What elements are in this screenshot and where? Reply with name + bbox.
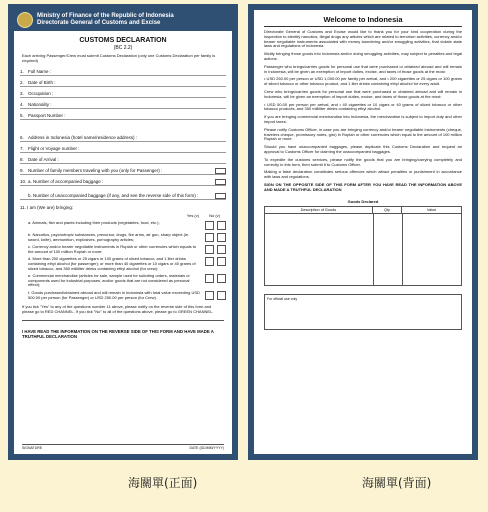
signature-row: [22, 444, 224, 450]
back-paragraph: Illicitly bringing those goods into Indonesia and/or doing smuggling activities, may subject to penalties and legal actions.: [264, 51, 462, 61]
caption-front: 海關單(正面): [128, 476, 198, 490]
item-f-yes-checkbox[interactable]: [205, 291, 214, 300]
declaration-front-sheet: [14, 10, 232, 454]
official-use-box: [264, 294, 462, 330]
form-code: (BC 2.2): [113, 45, 133, 51]
column-divider: [402, 214, 403, 285]
goods-declared-table[interactable]: [264, 206, 462, 286]
back-paragraph: Passenger who brings/carries goods for personal use that were purchased or obtained abroad and will remain in Indonesia, will be given an exemption of import duties, excise, and taxes of those goods at the most:: [264, 63, 462, 74]
goods-table-header: [265, 207, 461, 214]
accompanied-count-box[interactable]: [215, 179, 226, 185]
item-a-yes-checkbox[interactable]: [205, 221, 214, 230]
declaration-items: [14, 221, 232, 300]
back-paragraph: Should you have unaccompanied baggages, please duplicate this Customs Declaration and request an approval to Customs Officer for claiming the unaccompanied baggages.: [264, 144, 462, 154]
item-f-no-checkbox[interactable]: [217, 291, 226, 300]
field-list: [14, 63, 232, 200]
back-paragraph: Please notify Customs Officer, in case you are bringing currency and/or bearer negotiable instruments (cheque, travelers cheque, promissory notes, giro) in Rupiah or other currencies which equal to the amount of 100 million Rupiah or more.: [264, 126, 462, 142]
col-qty: Qty: [373, 207, 402, 213]
field-unaccompanied-baggage[interactable]: b. Number of unaccompanied baggage (if any, and see the reverse side of this form) :: [20, 188, 226, 200]
welcome-title: Welcome to Indonesia: [264, 15, 462, 27]
front-header: [14, 10, 232, 31]
item-b-yes-checkbox[interactable]: [205, 233, 214, 242]
yes-no-header: [14, 213, 232, 218]
back-paragraph: To expedite the customs services, please notify the goods that you are bringing/carrying completely and correctly in this form, then submit it to Customs Officer.: [264, 156, 462, 167]
field-flight-number[interactable]: 7. Flight or Voyage number :: [20, 144, 226, 153]
unaccompanied-count-box[interactable]: [215, 193, 226, 199]
item-f: f. Goods purchased/obtained abroad and will remain in Indonesia with total value exceeding USD 500.00 per person (for Passenger) or USD 250.00 per person (for Crew).: [28, 291, 226, 300]
date-label: DATE (DD/MM/YYYY): [189, 446, 224, 450]
item-d-yes-checkbox[interactable]: [205, 257, 214, 266]
back-paragraph: Directorate General of Customs and Excise would like to thank you for your kind cooperation during the inspection to identify narcotics, illegal drugs any articles which are related to terrorism activities, currency and/or bearer negotiable instruments associated with money laundering and/or smuggling activities, that violate state laws and regulations of Indonesia.: [264, 29, 462, 49]
declaration-back-card: [248, 4, 478, 460]
field-address[interactable]: 6. Address in Indonesia (hotel name/residence address) :: [20, 122, 226, 142]
field-date-of-arrival[interactable]: 8. Date of Arrival :: [20, 155, 226, 164]
header-directorate: Directorate General of Customs and Excise: [37, 20, 161, 26]
signature-label: SIGNATURE: [22, 446, 43, 450]
field-full-name[interactable]: 1. Full Name :: [20, 67, 226, 76]
item-b: b. Narcotics, psychotropic substances, precursor, drugs, fire arms, air gun, sharp object (ie. sword, knife), ammunition, explosives, pornography articles;: [28, 233, 226, 242]
col-description: Description of Goods: [265, 207, 373, 213]
item-d: d. More than 200 cigarettes or 25 cigars or 100 grams of sliced tobacco, and 1 liter drinks containing ethyl alcohol (for passenger); or more than 40 cigarettes or 10 cigars or 40 grams of sliced tobacco, and 350 milliliter drinks containing ethyl alcohol (for crew);: [28, 257, 226, 271]
channel-note: If you tick "Yes" to any of the questions number 11 above, please notify on the reverse side of this form and please go to RED CHANNEL. If you tick "No" to all of the questions above, please go to GREEN CHANNEL.: [22, 304, 214, 315]
caption-back: 海關單(背面): [362, 476, 432, 490]
item-e-yes-checkbox[interactable]: [205, 274, 214, 283]
field-family-members[interactable]: 9. Number of family members traveling with you (only for Passenger) :: [20, 166, 226, 175]
question-11: 11. I am (We are) bringing:: [20, 205, 74, 210]
back-paragraph: • USD 250.00 per person or USD 1,000.00 per family per arrival, and • 200 cigarettes or 25 cigars or 100 grams of sliced tobacco or other tobacco product, and 1 liter drinks containing ethyl alcohol for every adult.: [264, 76, 462, 87]
front-declaration: I HAVE READ THE INFORMATION ON THE REVERSE SIDE OF THIS FORM AND HAVE MADE A TRUTHFUL DECLARATION: [22, 320, 224, 339]
family-count-box[interactable]: [215, 168, 226, 174]
item-c-yes-checkbox[interactable]: [205, 245, 214, 254]
field-passport-number[interactable]: 5. Passport Number :: [20, 111, 226, 120]
field-accompanied-baggage[interactable]: 10. a. Number of accompanied baggage :: [20, 177, 226, 186]
field-date-of-birth[interactable]: 2. Date of Birth :: [20, 78, 226, 87]
sign-notice: SIGN ON THE OPPOSITE SIDE OF THIS FORM AFTER YOU HAVE READ THE INFORMATION ABOVE AND MADE A TRUTHFUL DECLARATION: [264, 181, 462, 192]
item-e: e. Commercial merchandise (articles for sale, sample used for soliciting orders, materials or components used for industrial purposes, and/or goods that are not considered as personal effect);: [28, 274, 226, 288]
back-paragraph: Making a false declaration constitutes serious offences which attract penalties or punishment in accordance with laws and regulations.: [264, 169, 462, 180]
declaration-front-card: [8, 4, 238, 460]
field-occupation[interactable]: 3. Occupation :: [20, 89, 226, 98]
form-title: CUSTOMS DECLARATION: [79, 37, 167, 44]
form-intro: Each arriving Passenger/Crew must submit Customs Declaration (only one Customs Declaration per family is required): [22, 53, 216, 63]
official-use-label: For official use only: [267, 296, 298, 301]
field-nationality[interactable]: 4. Nationality :: [20, 100, 226, 109]
garuda-emblem-icon: [17, 12, 33, 28]
header-text: [37, 13, 174, 27]
header-ministry: Ministry of Finance of the Republic of Indonesia: [37, 13, 174, 19]
yes-label: Yes (v): [186, 213, 200, 218]
item-d-no-checkbox[interactable]: [217, 257, 226, 266]
item-a: a. Animals, fish and plants including their products (vegetables, food, etc.);: [28, 221, 226, 230]
item-e-no-checkbox[interactable]: [217, 274, 226, 283]
item-a-no-checkbox[interactable]: [217, 221, 226, 230]
back-paragraph: • USD 50.00 per person per arrival, and • 40 cigarettes or 10 cigars or 40 grams of sliced tobacco or other tobacco products, and 350 milliliter drinks containing ethyl alcohol.: [264, 101, 462, 112]
item-b-no-checkbox[interactable]: [217, 233, 226, 242]
item-c: c. Currency and/or bearer negotiable instruments in Rupiah or other currencies which equals to the amount of 100 million Rupiah or more;: [28, 245, 226, 254]
column-divider: [373, 214, 374, 285]
item-c-no-checkbox[interactable]: [217, 245, 226, 254]
no-label: No (v): [209, 213, 220, 218]
col-value: Value: [426, 207, 437, 212]
declaration-back-sheet: [254, 10, 472, 454]
goods-table-title: Goods Declared: [347, 198, 379, 204]
back-paragraph: Crew who brings/carries goods for personal use that were purchased or obtained abroad and will remain in Indonesia, will be given an exemption of import duties, excise, and taxes of those goods at the most:: [264, 88, 462, 99]
back-paragraph: If you are bringing commercial merchandise into Indonesia, the merchandise is subject to import duty and other import taxes.: [264, 114, 462, 124]
